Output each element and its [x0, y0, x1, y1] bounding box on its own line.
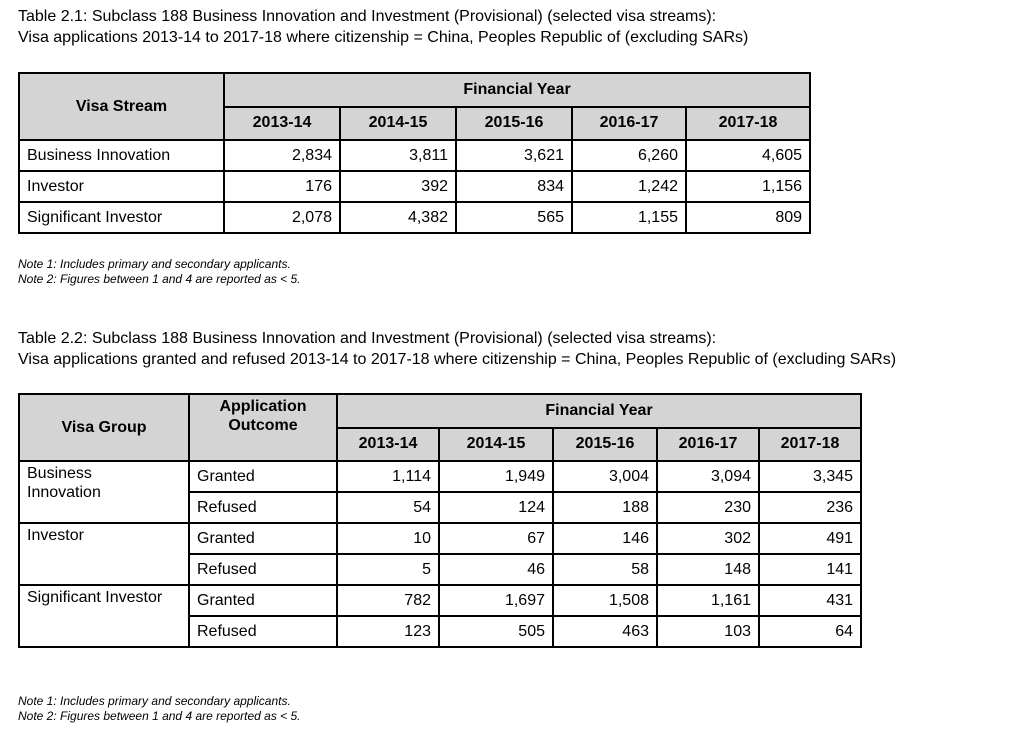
- row-label: Investor: [19, 171, 224, 202]
- cell-value: 1,697: [439, 585, 553, 616]
- table2-header-application-outcome: [189, 394, 337, 461]
- table2-notes: [18, 694, 301, 724]
- cell-value: 103: [657, 616, 759, 647]
- table1-note-1: Note 1: Includes primary and secondary applicants.: [18, 257, 291, 271]
- table1-note-2: Note 2: Figures between 1 and 4 are reported as < 5.: [18, 272, 301, 286]
- table2-year-header: 2016-17: [657, 428, 759, 462]
- cell-value: 188: [553, 492, 657, 523]
- cell-value: 782: [337, 585, 439, 616]
- outcome-label: Granted: [189, 461, 337, 492]
- cell-value: 123: [337, 616, 439, 647]
- cell-value: 1,114: [337, 461, 439, 492]
- row-label: Significant Investor: [19, 202, 224, 233]
- cell-value: 1,242: [572, 171, 686, 202]
- table1-caption: [18, 6, 748, 48]
- group-label-line1: Investor: [27, 527, 84, 544]
- cell-value: 1,155: [572, 202, 686, 233]
- table2-year-header: 2014-15: [439, 428, 553, 462]
- visa-group-label: [19, 585, 189, 647]
- outcome-label: Granted: [189, 585, 337, 616]
- table2: [18, 393, 862, 648]
- cell-value: 3,004: [553, 461, 657, 492]
- outcome-label: Granted: [189, 523, 337, 554]
- cell-value: 1,949: [439, 461, 553, 492]
- cell-value: 46: [439, 554, 553, 585]
- cell-value: 463: [553, 616, 657, 647]
- cell-value: 5: [337, 554, 439, 585]
- cell-value: 1,156: [686, 171, 810, 202]
- cell-value: 392: [340, 171, 456, 202]
- cell-value: 2,834: [224, 140, 340, 171]
- table1-year-header: 2015-16: [456, 107, 572, 141]
- group-label-line2: Innovation: [27, 484, 101, 501]
- cell-value: 148: [657, 554, 759, 585]
- table2-year-header: 2017-18: [759, 428, 861, 462]
- header-outcome-line2: Outcome: [228, 417, 298, 434]
- cell-value: 124: [439, 492, 553, 523]
- cell-value: 3,345: [759, 461, 861, 492]
- cell-value: 3,094: [657, 461, 759, 492]
- table1-year-header: 2013-14: [224, 107, 340, 141]
- outcome-label: Refused: [189, 492, 337, 523]
- cell-value: 1,161: [657, 585, 759, 616]
- table-row: [19, 585, 861, 616]
- cell-value: 431: [759, 585, 861, 616]
- cell-value: 146: [553, 523, 657, 554]
- table1-caption-line2: Visa applications 2013-14 to 2017-18 where citizenship = China, Peoples Republic of (excluding SARs): [18, 29, 749, 46]
- cell-value: 236: [759, 492, 861, 523]
- cell-value: 67: [439, 523, 553, 554]
- outcome-label: Refused: [189, 616, 337, 647]
- table2-header-visa-group: Visa Group: [19, 394, 189, 461]
- table1-header-financial-year: Financial Year: [224, 73, 810, 107]
- group-label-line1: Business: [27, 465, 92, 482]
- cell-value: 3,811: [340, 140, 456, 171]
- table2-year-header: 2015-16: [553, 428, 657, 462]
- cell-value: 3,621: [456, 140, 572, 171]
- table1-year-header: 2017-18: [686, 107, 810, 141]
- cell-value: 6,260: [572, 140, 686, 171]
- cell-value: 54: [337, 492, 439, 523]
- cell-value: 505: [439, 616, 553, 647]
- table1-notes: [18, 257, 301, 287]
- table1-caption-line1: Table 2.1: Subclass 188 Business Innovation and Investment (Provisional) (selected visa streams):: [18, 8, 717, 25]
- cell-value: 64: [759, 616, 861, 647]
- table2-note-1: Note 1: Includes primary and secondary applicants.: [18, 694, 291, 708]
- table-row: [19, 202, 810, 233]
- cell-value: 809: [686, 202, 810, 233]
- table1-year-header: 2016-17: [572, 107, 686, 141]
- cell-value: 10: [337, 523, 439, 554]
- row-label: Business Innovation: [19, 140, 224, 171]
- cell-value: 1,508: [553, 585, 657, 616]
- table1-header-visa-stream: Visa Stream: [19, 73, 224, 140]
- table2-caption: [18, 328, 896, 370]
- table2-year-header: 2013-14: [337, 428, 439, 462]
- cell-value: 2,078: [224, 202, 340, 233]
- outcome-label: Refused: [189, 554, 337, 585]
- cell-value: 230: [657, 492, 759, 523]
- cell-value: 834: [456, 171, 572, 202]
- table2-caption-line2: Visa applications granted and refused 2013-14 to 2017-18 where citizenship = China, Peoples Republic of (excluding SARs): [18, 351, 897, 368]
- cell-value: 565: [456, 202, 572, 233]
- visa-group-label: [19, 523, 189, 585]
- table-row: [19, 140, 810, 171]
- table1: [18, 72, 811, 234]
- cell-value: 4,382: [340, 202, 456, 233]
- cell-value: 491: [759, 523, 861, 554]
- group-label-line1: Significant Investor: [27, 589, 163, 606]
- cell-value: 302: [657, 523, 759, 554]
- table2-caption-line1: Table 2.2: Subclass 188 Business Innovation and Investment (Provisional) (selected visa streams):: [18, 330, 717, 347]
- cell-value: 4,605: [686, 140, 810, 171]
- table-row: [19, 171, 810, 202]
- table-row: [19, 523, 861, 554]
- cell-value: 58: [553, 554, 657, 585]
- table2-note-2: Note 2: Figures between 1 and 4 are reported as < 5.: [18, 709, 301, 723]
- table-row: [19, 461, 861, 492]
- cell-value: 141: [759, 554, 861, 585]
- visa-group-label: [19, 461, 189, 523]
- table1-year-header: 2014-15: [340, 107, 456, 141]
- cell-value: 176: [224, 171, 340, 202]
- header-outcome-line1: Application: [219, 398, 307, 415]
- table2-header-financial-year: Financial Year: [337, 394, 861, 428]
